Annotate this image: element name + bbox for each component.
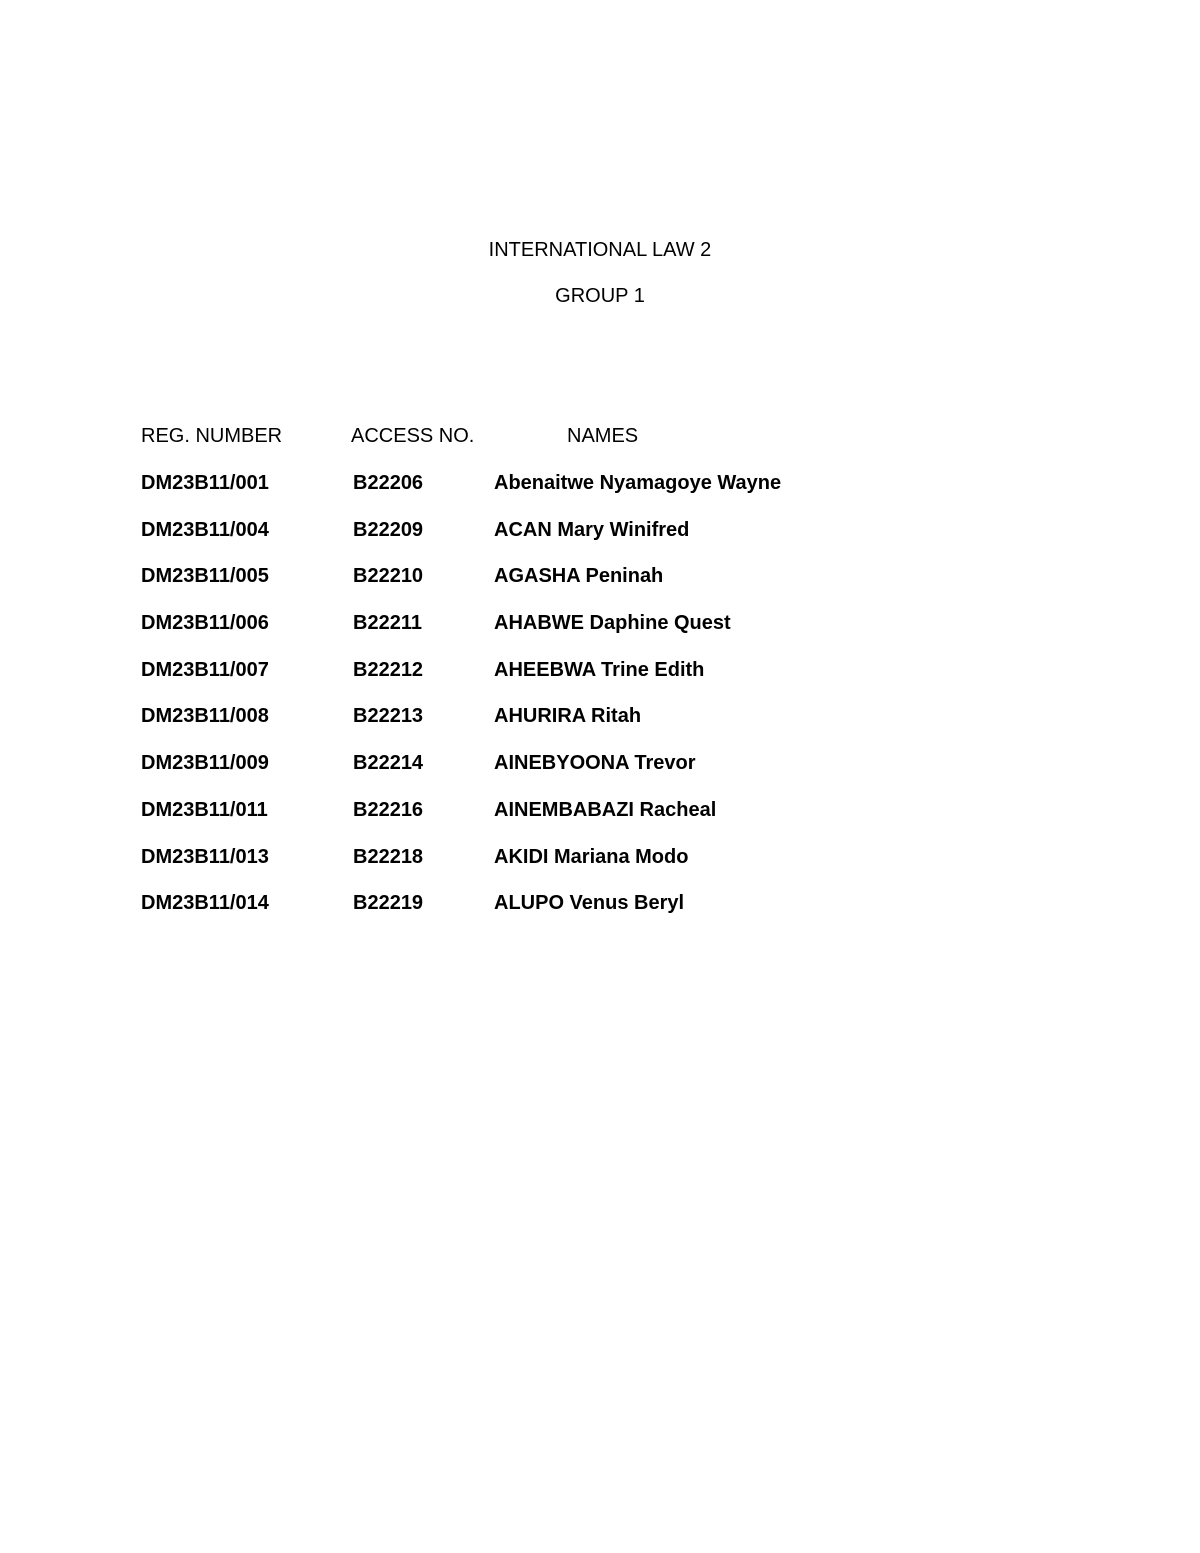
access-no-cell: B22211 (353, 612, 422, 635)
table-row (0, 658, 1200, 705)
reg-number-cell: DM23B11/006 (141, 612, 269, 635)
table-row (0, 518, 1200, 565)
header-reg-number: REG. NUMBER (141, 425, 283, 447)
table-row (0, 798, 1200, 845)
access-no-cell: B22210 (353, 565, 424, 588)
access-no-cell: B22218 (353, 845, 424, 868)
table-row (0, 704, 1200, 751)
document-title: INTERNATIONAL LAW 2 (488, 239, 712, 261)
name-cell: AGASHA Peninah (494, 565, 664, 588)
access-no-cell: B22212 (353, 658, 424, 681)
table-row (0, 845, 1200, 892)
header-access-no: ACCESS NO. (351, 425, 475, 447)
name-cell: ALUPO Venus Beryl (494, 892, 685, 915)
table-row (0, 564, 1200, 611)
name-cell: Abenaitwe Nyamagoye Wayne (494, 472, 782, 494)
group-heading: GROUP 1 (555, 285, 645, 307)
reg-number-cell: DM23B11/011 (141, 798, 268, 821)
access-no-cell: B22214 (353, 752, 424, 775)
access-no-cell: B22209 (353, 518, 424, 541)
access-no-cell: B22206 (353, 472, 424, 494)
name-cell: AINEBYOONA Trevor (494, 752, 696, 775)
table-row (0, 611, 1200, 658)
reg-number-cell: DM23B11/001 (141, 472, 269, 494)
reg-number-cell: DM23B11/009 (141, 752, 269, 775)
reg-number-cell: DM23B11/013 (141, 845, 269, 868)
table-row (0, 751, 1200, 798)
access-no-cell: B22219 (353, 892, 424, 915)
name-cell: AHEEBWA Trine Edith (494, 658, 705, 681)
name-cell: ACAN Mary Winifred (494, 518, 690, 541)
reg-number-cell: DM23B11/004 (141, 518, 269, 541)
access-no-cell: B22216 (353, 798, 424, 821)
reg-number-cell: DM23B11/008 (141, 705, 269, 728)
table-row (0, 891, 1200, 938)
name-cell: AHURIRA Ritah (494, 705, 642, 728)
name-cell: AINEMBABAZI Racheal (494, 798, 717, 821)
header-names: NAMES (567, 425, 639, 447)
reg-number-cell: DM23B11/005 (141, 565, 269, 588)
reg-number-cell: DM23B11/014 (141, 892, 269, 915)
name-cell: AHABWE Daphine Quest (494, 612, 731, 635)
name-cell: AKIDI Mariana Modo (494, 845, 689, 868)
student-roster (0, 471, 1200, 938)
table-row (0, 471, 1200, 518)
reg-number-cell: DM23B11/007 (141, 658, 269, 681)
access-no-cell: B22213 (353, 705, 424, 728)
